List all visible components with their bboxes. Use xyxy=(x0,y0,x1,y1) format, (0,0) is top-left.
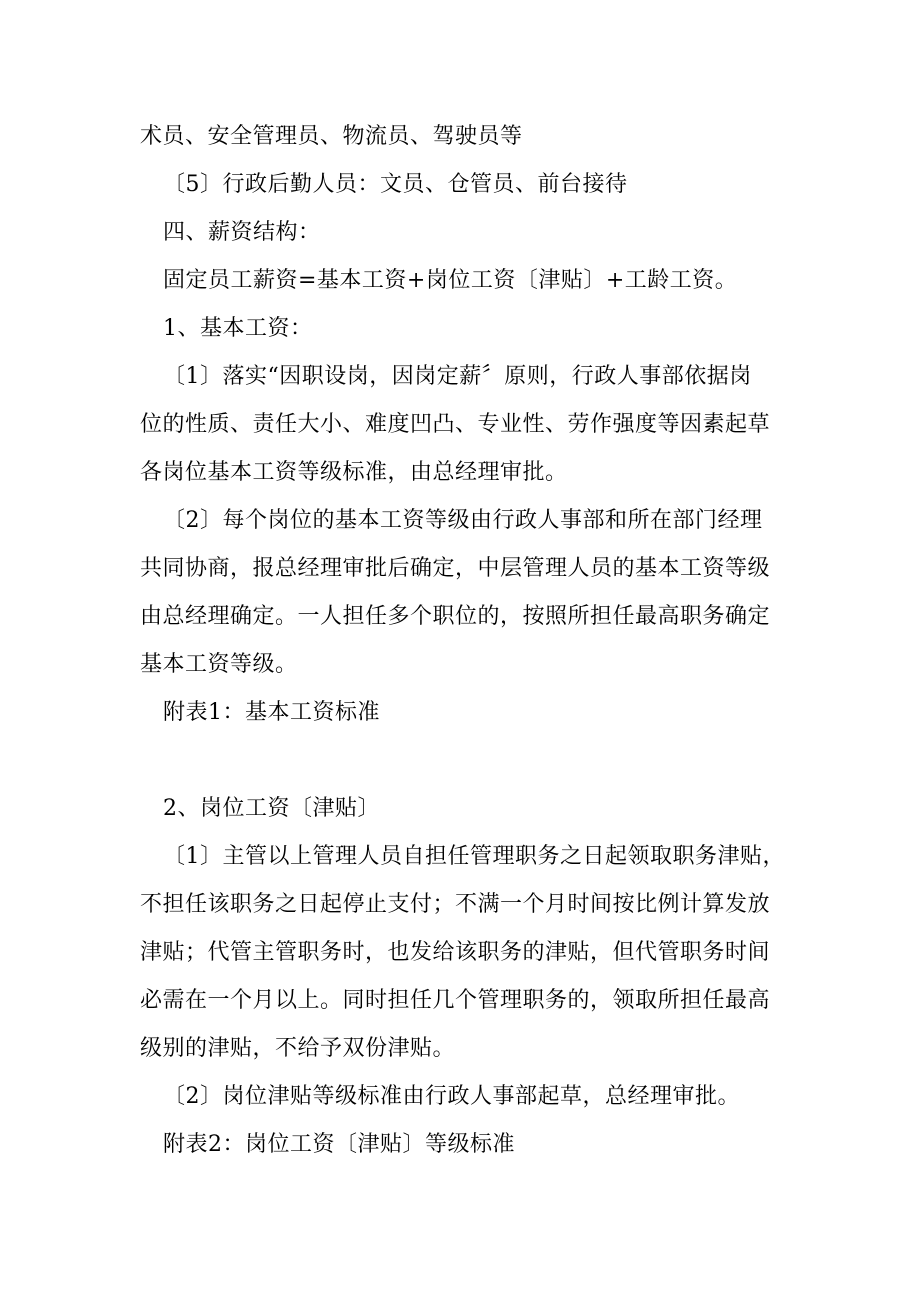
text-line: 级别的津贴，不给予双份津贴。 xyxy=(140,1036,456,1061)
text-line: 共同协商，报总经理审批后确定，中层管理人员的基本工资等级 xyxy=(140,556,771,581)
table-caption: 附表1：基本工资标准 xyxy=(163,700,380,725)
text-line: 〔5〕行政后勤人员：文员、仓管员、前台接待 xyxy=(163,172,628,197)
text-line: 〔2〕岗位津贴等级标准由行政人事部起草，总经理审批。 xyxy=(163,1084,740,1109)
text-line: 位的性质、责任大小、难度凹凸、专业性、劳作强度等因素起草 xyxy=(140,412,771,437)
text-line: 必需在一个月以上。同时担任几个管理职务的，领取所担任最高 xyxy=(140,988,771,1013)
text-line: 〔2〕每个岗位的基本工资等级由行政人事部和所在部门经理 xyxy=(163,508,763,533)
subsection-heading: 1、基本工资： xyxy=(163,316,313,341)
text-line: 〔1〕落实“因职设岗，因岗定薪〞原则，行政人事部依据岗 xyxy=(163,364,752,389)
text-line: 津贴；代管主管职务时，也发给该职务的津贴，但代管职务时间 xyxy=(140,940,771,965)
text-line: 各岗位基本工资等级标准，由总经理审批。 xyxy=(140,460,568,485)
text-line: 〔1〕主管以上管理人员自担任管理职务之日起领取职务津贴， xyxy=(163,844,785,869)
subsection-heading: 2、岗位工资〔津贴〕 xyxy=(163,796,380,821)
table-caption: 附表2：岗位工资〔津贴〕等级标准 xyxy=(163,1132,515,1157)
text-line: 不担任该职务之日起停止支付；不满一个月时间按比例计算发放 xyxy=(140,892,771,917)
section-heading: 四、薪资结构： xyxy=(163,220,321,245)
text-line: 术员、安全管理员、物流员、驾驶员等 xyxy=(140,124,523,149)
text-line: 由总经理确定。一人担任多个职位的，按照所担任最高职务确定 xyxy=(140,604,771,629)
text-line: 固定员工薪资=基本工资+岗位工资〔津贴〕+工龄工资。 xyxy=(163,268,738,293)
text-line: 基本工资等级。 xyxy=(140,652,298,677)
